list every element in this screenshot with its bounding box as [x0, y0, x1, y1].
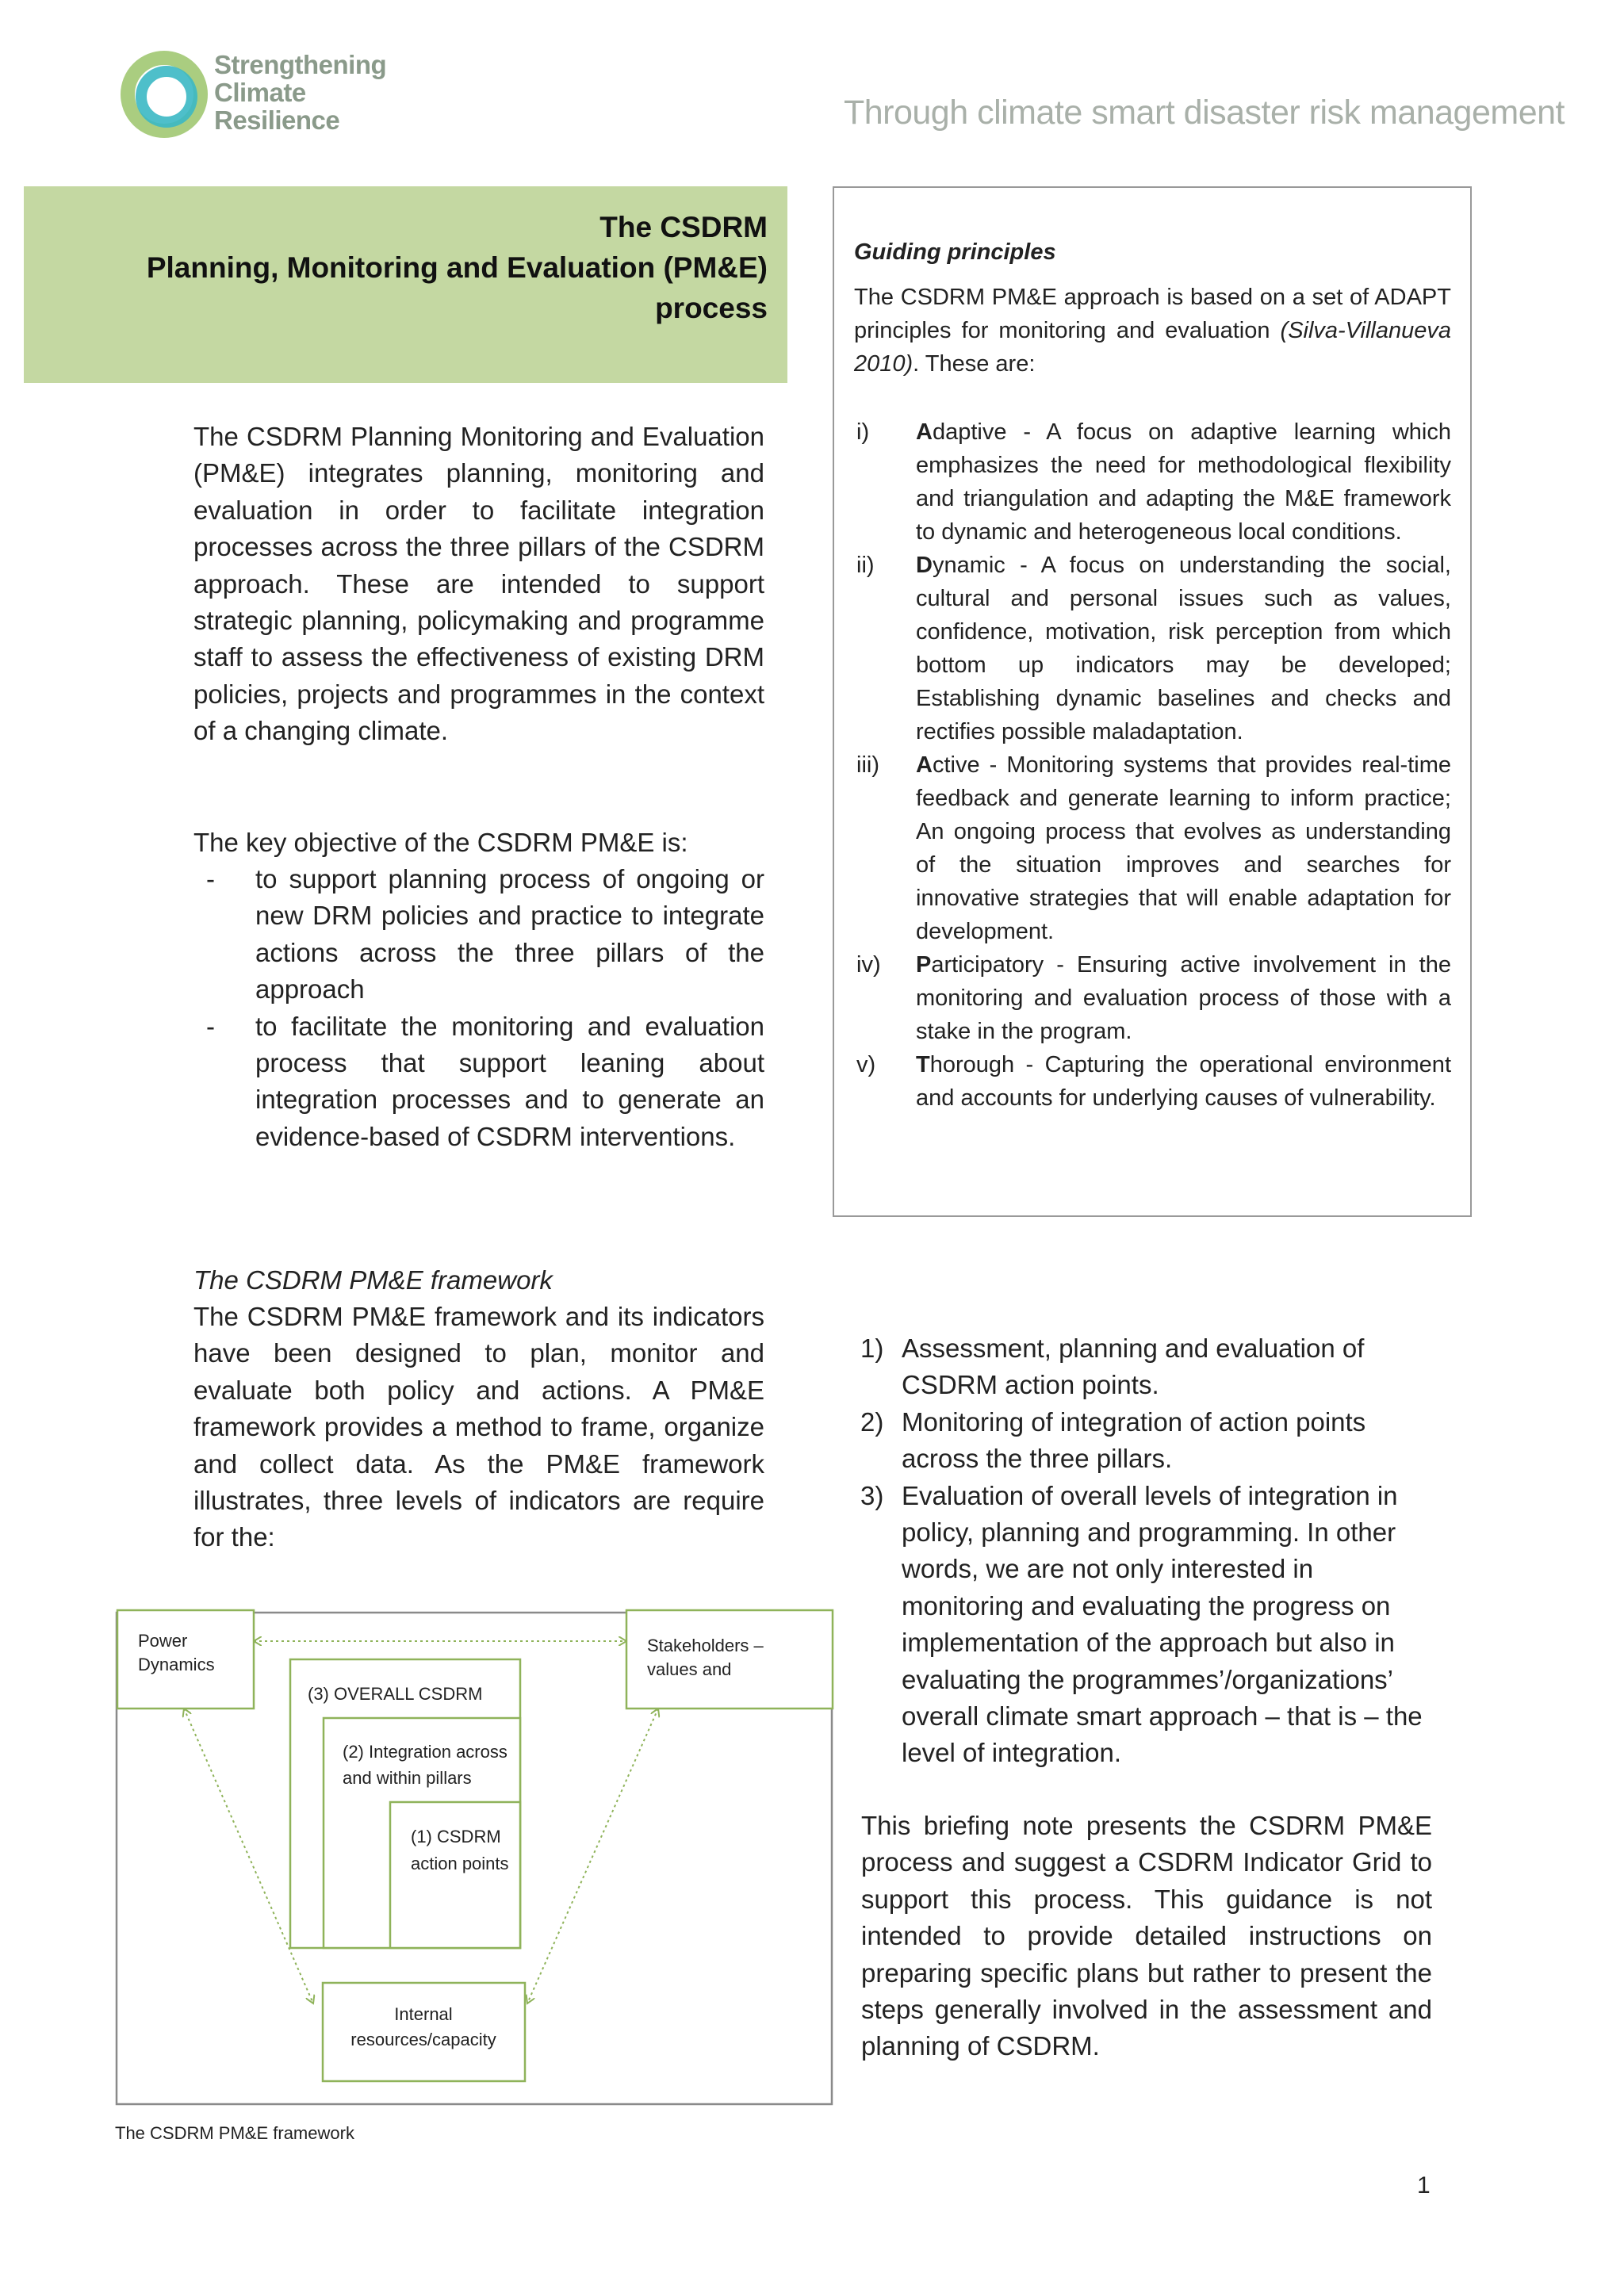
list-item: - to facilitate the monitoring and evaluation process that support leaning about integration processes and to generate an evidence-based of CSDRM interventions.: [206, 1011, 764, 1151]
overall-label: (3) OVERALL CSDRM: [308, 1684, 483, 1704]
logo-line-2: Climate: [214, 78, 306, 107]
action-label-2: action points: [411, 1854, 509, 1873]
integration-label-2: and within pillars: [343, 1768, 472, 1788]
framework-diagram: [111, 1605, 837, 2113]
intro-paragraph: The CSDRM Planning Monitoring and Evaluation (PM&E) integrates planning, monitoring and evaluation in order to facilitate integration processes across the three pillars of the CSDRM approach. These are intended to support strategic planning, policymaking and programme staff to assess the effectiveness of existing DRM policies, projects and programmes in the context of a changing climate.: [193, 422, 764, 746]
guiding-principles-intro: The CSDRM PM&E approach is based on a set of ADAPT principles for monitoring and evaluation (Silva-Villanueva 2010). These are:: [854, 285, 1451, 377]
logo-mark-icon: [119, 49, 210, 140]
action-points-box: [390, 1802, 520, 1948]
indicator-levels-list: [860, 1330, 1439, 1772]
list-item: i) Adaptive - A focus on adaptive learning which emphasizes the need for methodological flexibility and triangulation and adapting the M&E framework to dynamic and heterogeneous local conditions.: [856, 419, 1451, 545]
stakeholders-label-2: values and: [647, 1659, 732, 1679]
logo-line-3: Resilience: [214, 105, 340, 135]
list-item: 3) Evaluation of overall levels of integration in policy, planning and programming. In other words, we are not only interested in monitoring and evaluating the progress on implementation of the approach but also in evaluating the programmes’/organizations’ overall climate smart approach – that is – the level of integration.: [860, 1480, 1423, 1768]
list-item: 1) Assessment, planning and evaluation of CSDRM action points.: [860, 1334, 1365, 1400]
framework-paragraph: The CSDRM PM&E framework and its indicators have been designed to plan, monitor and evaluate both policy and actions. A PM&E framework provides a method to frame, organize and collect data. As the PM&E framework illustrates, three levels of indicators are require for the:: [193, 1302, 764, 1552]
logo-line-1: Strengthening: [214, 50, 387, 79]
objective-title: The key objective of the CSDRM PM&E is:: [193, 828, 688, 857]
title-line-2: Planning, Monitoring and Evaluation (PM&E): [146, 251, 768, 284]
title-band: [24, 186, 787, 383]
action-label-1: (1) CSDRM: [411, 1827, 501, 1846]
adapt-principles-list: [856, 415, 1451, 1115]
guiding-principles-title: Guiding principles: [854, 239, 1056, 265]
list-item: iv) Participatory - Ensuring active involvement in the monitoring and evaluation process of those with a stake in the program.: [856, 952, 1451, 1044]
stakeholders-label-1: Stakeholders –: [647, 1636, 764, 1655]
logo: [119, 49, 404, 144]
briefing-paragraph: This briefing note presents the CSDRM PM&E process and suggest a CSDRM Indicator Grid to support this process. This guidance is not intended to provide detailed instructions on preparing specific plans but rather to present the steps generally involved in the assessment and planning of CSDRM.: [861, 1811, 1432, 2061]
list-item: v) Thorough - Capturing the operational environment and accounts for underlying causes of vulnerability.: [856, 1052, 1451, 1111]
internal-label-2: resources/capacity: [350, 2030, 496, 2049]
page-title: [147, 207, 768, 328]
diagram-caption: The CSDRM PM&E framework: [115, 2123, 354, 2143]
power-label-2: Dynamics: [138, 1655, 215, 1674]
title-line-1: The CSDRM: [599, 211, 768, 243]
list-item: - to support planning process of ongoing or new DRM policies and practice to integrate actions across the three pillars of the approach: [206, 864, 764, 1004]
tagline: Through climate smart disaster risk management: [843, 94, 1565, 132]
integration-label-1: (2) Integration across: [343, 1742, 508, 1762]
framework-heading: The CSDRM PM&E framework: [193, 1265, 553, 1295]
power-label-1: Power: [138, 1631, 188, 1651]
logo-wordmark: [214, 51, 386, 134]
title-line-3: process: [655, 292, 768, 324]
connector-right: [527, 1709, 658, 2003]
objective-list: [193, 861, 764, 1155]
list-item: 2) Monitoring of integration of action points across the three pillars.: [860, 1406, 1366, 1474]
page-number: 1: [1417, 2172, 1431, 2198]
list-item: iii) Active - Monitoring systems that provides real-time feedback and generate learning to inform practice; An ongoing process that evolves as understanding of the situation improves and searches for innovative strategies that will enable adaptation for development.: [856, 752, 1451, 944]
list-item: ii) Dynamic - A focus on understanding the social, cultural and personal issues such as values, confidence, motivation, risk perception from which bottom up indicators may be developed; Establishing dynamic baselines and checks and rectifies possible maladaptation.: [856, 553, 1451, 744]
internal-label-1: Internal: [394, 2004, 453, 2024]
